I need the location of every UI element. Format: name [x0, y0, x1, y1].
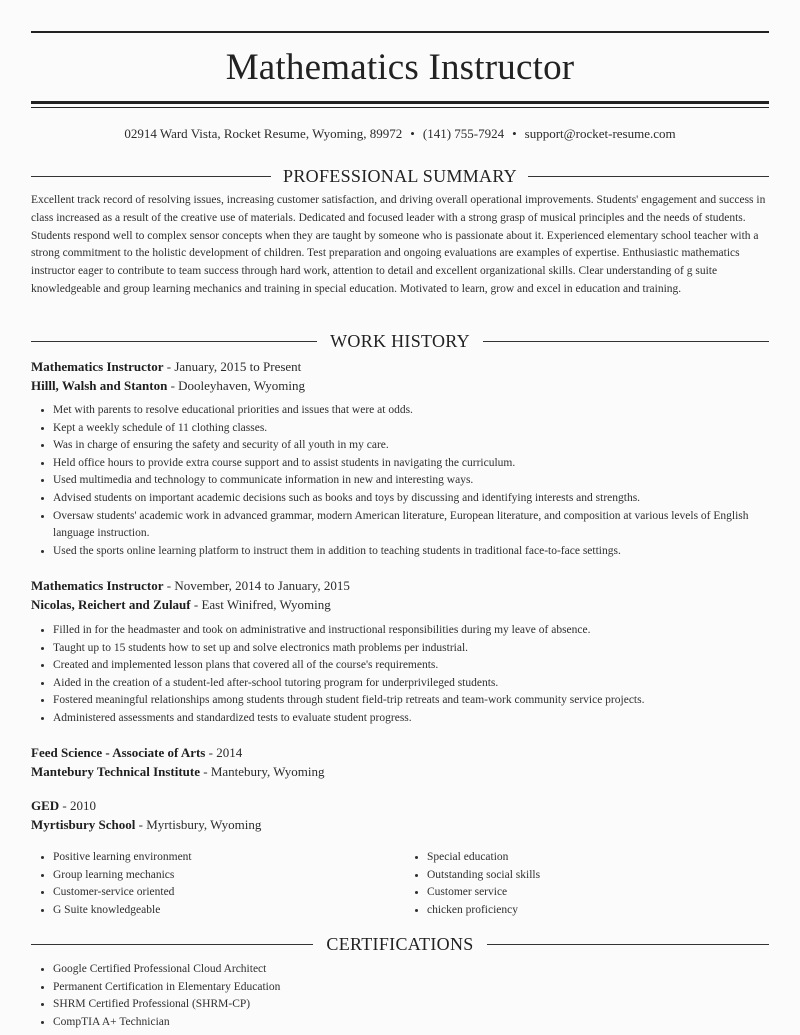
job-title: Mathematics Instructor [31, 359, 164, 374]
list-item: • SHRM Certified Professional (SHRM-CP) [53, 996, 769, 1014]
education-location: - Mantebury, Wyoming [200, 764, 325, 779]
list-item: • Administered assessments and standardized tests to evaluate student progress. [53, 710, 769, 728]
job-dates: - November, 2014 to January, 2015 [163, 578, 350, 593]
resume-title: Mathematics Instructor [225, 47, 575, 88]
education-location: - Myrtisbury, Wyoming [135, 817, 262, 832]
education-school: Myrtisbury School [31, 817, 136, 832]
certifications-list [31, 961, 769, 1031]
skills-list-left [31, 849, 393, 919]
list-item: • Created and implemented lesson plans that covered all of the course's requirements. [53, 657, 769, 675]
education-degree-line [31, 796, 769, 815]
education-school: Mantebury Technical Institute [31, 764, 201, 779]
section-header-work [31, 329, 769, 353]
section-title-work: WORK HISTORY [330, 331, 470, 351]
list-item: • G Suite knowledgeable [53, 902, 393, 920]
job-entry [31, 576, 769, 614]
education-school-line [31, 762, 769, 781]
list-item: • chicken proficiency [427, 902, 767, 920]
header-top-rule [31, 31, 769, 33]
list-item: • Group learning mechanics [53, 867, 393, 885]
contact-separator: • [410, 126, 415, 141]
list-item: • Positive learning environment [53, 849, 393, 867]
list-item: • Kept a weekly schedule of 11 clothing classes. [53, 420, 769, 438]
education-entry [31, 743, 769, 781]
contact-separator: • [512, 126, 517, 141]
professional-summary-text: Excellent track record of resolving issues, increasing customer satisfaction, and driving overall operational improvements. Students' engagement and success in class increased as a result of the creative use of materials. Dedicated and focused leader with a strong grasp of musical principles and the needs of students. Students respond well to complex sensor concepts when they are taught by someone who is passionate about it. Experienced elementary school teacher with a strong commitment to the holistic development of children. Test preparation and ongoing evaluations are examples of expertise. Enthusiastic mathematics instructor eager to contribute to team success through hard work, attention to detail and excellent organizational skills. Clear understanding of g suite knowledgeable and group learning mechanics and training in special education. Motivated to learn, grow and excel in education and training. [31, 194, 766, 295]
job-location: - Dooleyhaven, Wyoming [167, 378, 305, 393]
education-year: - 2014 [205, 745, 243, 760]
education-degree: GED [31, 798, 60, 813]
list-item: • Used the sports online learning platform to instruct them in addition to teaching students in traditional face-to-face settings. [53, 543, 769, 561]
contact-phone: (141) 755-7924 [422, 126, 505, 141]
job-company-line [31, 595, 769, 614]
education-degree-line [31, 743, 769, 762]
section-header-summary [31, 164, 769, 188]
contact-email: support@rocket-resume.com [524, 126, 676, 141]
section-title-certifications: CERTIFICATIONS [326, 934, 474, 954]
list-item: • Special education [427, 849, 767, 867]
list-item: • CompTIA A+ Technician [53, 1014, 769, 1032]
list-item: • Fostered meaningful relationships among students through student field-trip retreats and team-work community service projects. [53, 692, 769, 710]
job-company: Hilll, Walsh and Stanton [31, 378, 168, 393]
job-bullets [31, 622, 769, 728]
list-item: • Outstanding social skills [427, 867, 767, 885]
list-item: • Google Certified Professional Cloud Architect [53, 961, 769, 979]
list-item: • Filled in for the headmaster and took on administrative and instructional responsibilities during my leave of absence. [53, 622, 769, 640]
education-year: - 2010 [59, 798, 97, 813]
list-item: • Used multimedia and technology to communicate information in new and interesting ways. [53, 472, 769, 490]
list-item: • Held office hours to provide extra course support and to assist students in navigating the curriculum. [53, 455, 769, 473]
header-bottom-rule-thin [31, 107, 769, 108]
job-title: Mathematics Instructor [31, 578, 164, 593]
contact-line [31, 125, 769, 143]
job-bullets [31, 402, 769, 560]
list-item: • Customer-service oriented [53, 884, 393, 902]
job-title-line [31, 357, 769, 376]
education-entry [31, 796, 769, 834]
list-item: • Advised students on important academic decisions such as books and toys by discussing and identifying interests and strengths. [53, 490, 769, 508]
skills-list-right [405, 849, 767, 919]
section-title-summary: PROFESSIONAL SUMMARY [283, 166, 517, 186]
education-school-line [31, 815, 769, 834]
job-entry [31, 357, 769, 395]
list-item: • Oversaw students' academic work in advanced grammar, modern American literature, European literature, and composition at various levels of English language instruction. [53, 508, 769, 543]
contact-address: 02914 Ward Vista, Rocket Resume, Wyoming, 89972 [124, 126, 403, 141]
header-bottom-rule-thick [31, 101, 769, 104]
job-dates: - January, 2015 to Present [163, 359, 302, 374]
job-company: Nicolas, Reichert and Zulauf [31, 597, 191, 612]
education-degree: Feed Science - Associate of Arts [31, 745, 206, 760]
section-header-certifications [31, 932, 769, 956]
list-item: • Customer service [427, 884, 767, 902]
list-item: • Taught up to 15 students how to set up and solve electronics math problems per industrial. [53, 640, 769, 658]
job-location: - East Winifred, Wyoming [190, 597, 331, 612]
job-title-line [31, 576, 769, 595]
list-item: • Permanent Certification in Elementary Education [53, 979, 769, 997]
list-item: • Aided in the creation of a student-led after-school tutoring program for underprivileged students. [53, 675, 769, 693]
list-item: • Met with parents to resolve educational priorities and issues that were at odds. [53, 402, 769, 420]
job-company-line [31, 376, 769, 395]
list-item: • Was in charge of ensuring the safety and security of all youth in my care. [53, 437, 769, 455]
